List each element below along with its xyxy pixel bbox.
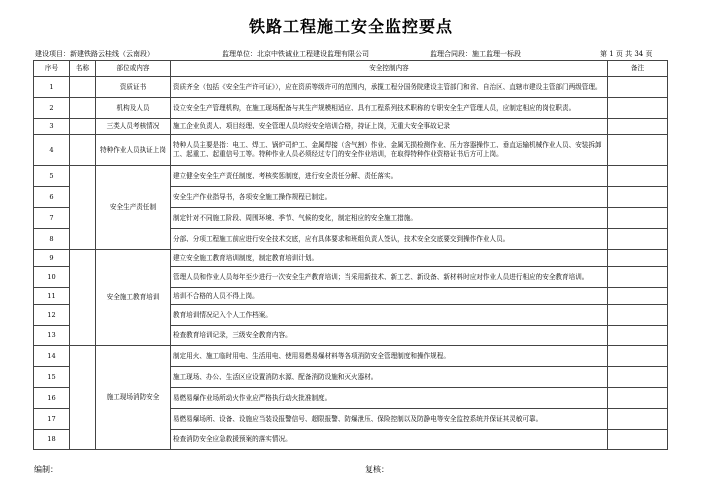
document-title: 铁路工程施工安全监控要点 <box>248 17 453 36</box>
content-cell: 设立安全生产管理机构，在施工现场配备与其生产规模相适应、具有工程系列技术职称的专职安全生产管理人员，应制定相应的岗位职责。 <box>171 98 608 119</box>
remark-cell <box>608 77 668 98</box>
remark-cell <box>608 288 668 305</box>
content-cell: 安全生产作业指导书，各项安全施工操作规程已制定。 <box>171 187 608 208</box>
remark-cell <box>608 326 668 346</box>
header-row <box>34 61 668 77</box>
remark-cell <box>608 229 668 250</box>
name-cell <box>70 135 96 166</box>
remark-cell <box>608 98 668 119</box>
content-cell: 制定针对不同施工阶段、周围环境、季节、气候的变化，制定相应的安全施工措施。 <box>171 208 608 229</box>
row-no: 4 <box>34 135 70 166</box>
remark-cell <box>608 166 668 187</box>
remark-cell <box>608 250 668 267</box>
header-content: 安全控制内容 <box>171 61 608 77</box>
table-row <box>34 119 668 135</box>
remark-cell <box>608 367 668 388</box>
remark-cell <box>608 208 668 229</box>
content-cell: 易燃易爆作业场所动火作业应严格执行动火批准制度。 <box>171 388 608 409</box>
content-cell: 制定用火、施工临时用电、生活用电、使用易燃易爆材料等各项消防安全管理制度和操作规程。 <box>171 346 608 367</box>
row-no: 18 <box>34 430 70 450</box>
header-part: 部位或内容 <box>96 61 171 77</box>
row-no: 8 <box>34 229 70 250</box>
row-no: 16 <box>34 388 70 409</box>
part-cell: 施工现场消防安全 <box>96 346 171 450</box>
part-cell: 安全生产责任制 <box>96 166 171 250</box>
reviewer-label: 复核： <box>365 465 389 474</box>
content-cell: 建立安全施工教育培训制度，制定教育培训计划。 <box>171 250 608 267</box>
remark-cell <box>608 135 668 166</box>
control-points-table <box>33 60 668 450</box>
row-no: 15 <box>34 367 70 388</box>
name-cell <box>70 346 96 450</box>
content-cell: 资质齐全（包括《安全生产许可证》），应在资质等级许可的范围内，承揽工程分国务院建设主管部门和省、自治区、直辖市建设主管部门两级管理。 <box>171 77 608 98</box>
remark-cell <box>608 119 668 135</box>
row-no: 17 <box>34 409 70 430</box>
table-row <box>34 250 668 267</box>
remark-cell <box>608 409 668 430</box>
header-name: 名称 <box>70 61 96 77</box>
content-cell: 施工企业负责人、项目经理、安全管理人员均经安全培训合格，持证上岗，无重大安全事故记录 <box>171 119 608 135</box>
content-cell: 建立健全安全生产责任制度、考核奖惩制度，进行安全责任分解、责任落实。 <box>171 166 608 187</box>
editor-label: 编制： <box>34 465 58 474</box>
content-cell: 检查教育培训记录，三级安全教育内容。 <box>171 326 608 346</box>
row-no: 11 <box>34 288 70 305</box>
table-row <box>34 166 668 187</box>
content-cell: 检查消防安全应急救援预案的落实情况。 <box>171 430 608 450</box>
part-cell: 三类人员考核情况 <box>96 119 171 135</box>
table-row <box>34 346 668 367</box>
content-cell: 施工现场、办公、生活区应设置消防水源、配备消防设施和灭火器材。 <box>171 367 608 388</box>
row-no: 9 <box>34 250 70 267</box>
part-cell: 机构及人员 <box>96 98 171 119</box>
name-cell <box>70 119 96 135</box>
part-cell: 安全施工教育培训 <box>96 250 171 346</box>
content-cell: 特种人员主要是指：电工、焊工、锅炉司炉工、金属焊接（含气割）作业、金属无损检测作业、压力容器操作工、垂直运输机械作业人员、安装拆卸工、起重工、起重信号工等。特种作业人员必须经过专门的安全作业培训，在取得特种作业资格证书后方可上岗。 <box>171 135 608 166</box>
name-cell <box>70 98 96 119</box>
content-cell: 管理人员和作业人员每年至少进行一次安全生产教育培训；当采用新技术、新工艺、新设备、新材料时应对作业人员进行相应的安全教育培训。 <box>171 267 608 288</box>
name-cell <box>70 250 96 346</box>
row-no: 6 <box>34 187 70 208</box>
remark-cell <box>608 346 668 367</box>
row-no: 7 <box>34 208 70 229</box>
row-no: 13 <box>34 326 70 346</box>
remark-cell <box>608 430 668 450</box>
header-remark: 备注 <box>608 61 668 77</box>
row-no: 10 <box>34 267 70 288</box>
part-cell: 特种作业人员执证上岗 <box>96 135 171 166</box>
row-no: 14 <box>34 346 70 367</box>
table-row <box>34 135 668 166</box>
remark-cell <box>608 388 668 409</box>
content-cell: 易燃易爆场所、设备、设施应当装设报警信号、超限报警、防爆泄压、保险控制以及防静电等安全监控系统并保证其灵敏可靠。 <box>171 409 608 430</box>
part-cell: 资质证书 <box>96 77 171 98</box>
table-row <box>34 77 668 98</box>
row-no: 12 <box>34 305 70 326</box>
content-cell: 分部、分项工程施工前应进行安全技术交底，应有具体要求和班组负责人签认，技术安全交底要交到操作作业人员。 <box>171 229 608 250</box>
page-indicator: 第 1 页 共 34 页 <box>600 50 653 58</box>
supervisor-info: 监理单位：北京中铁诚业工程建设监理有限公司 <box>222 50 369 58</box>
name-cell <box>70 166 96 250</box>
content-cell: 教育培训情况记入个人工作档案。 <box>171 305 608 326</box>
remark-cell <box>608 187 668 208</box>
contract-info: 监理合同段：施工监理一标段 <box>430 50 521 58</box>
table-row <box>34 98 668 119</box>
name-cell <box>70 77 96 98</box>
row-no: 5 <box>34 166 70 187</box>
project-info: 建设项目：新建铁路云桂线（云南段） <box>35 50 154 58</box>
remark-cell <box>608 305 668 326</box>
content-cell: 培训不合格的人员不得上岗。 <box>171 288 608 305</box>
row-no: 3 <box>34 119 70 135</box>
header-no: 序号 <box>34 61 70 77</box>
row-no: 2 <box>34 98 70 119</box>
row-no: 1 <box>34 77 70 98</box>
remark-cell <box>608 267 668 288</box>
